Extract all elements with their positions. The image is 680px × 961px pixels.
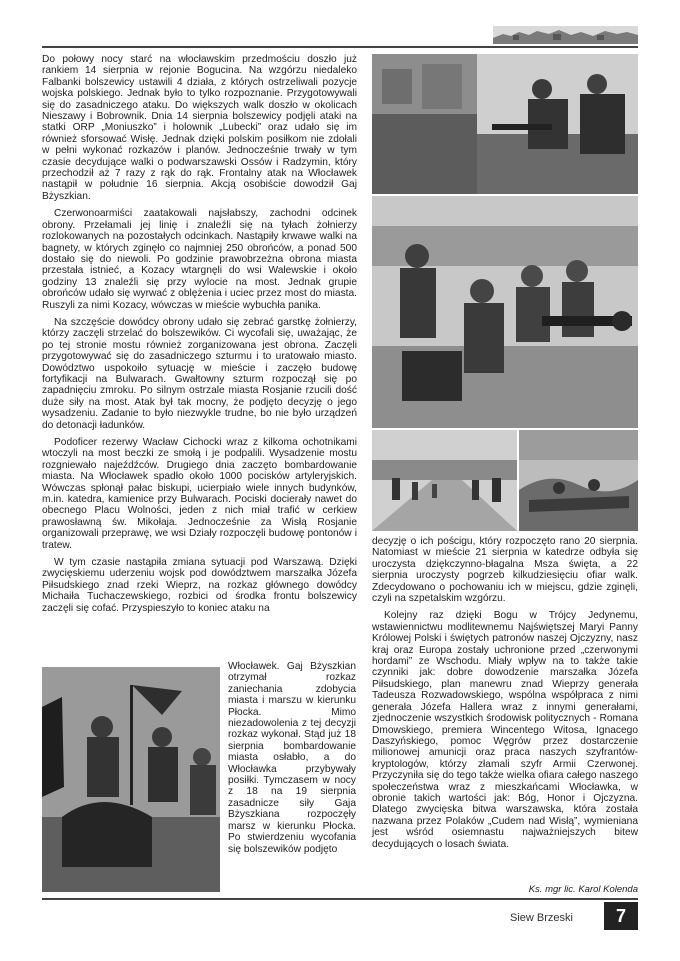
page-number: 7 bbox=[604, 902, 638, 930]
paragraph: Czerwonoarmiści zaatakowali najsłabszy, zachodni odcinek obrony. Przełamali jej linię i znaleźli się na tyłach żołnierzy rozlokowanych na pozostałych odcinkach. Nastąpiły krwawe walki na bagnety, w których zginęło co najmniej 250 obrońców, a ponad 500 dostało się do niewoli. Po godzinie prawobrzeżna obrona miasta przestała istnieć, a Kozacy wtargnęli do wsi Walewskie i około godziny 13 znaleźli się przy wylocie na most. Jednak grupie obrońców udało się wyrwać z oblężenia i uciec przez most do miasta. Ruszyli za nimi Kozacy, wówczas w mieście wybuchła panika. bbox=[42, 208, 357, 311]
paragraph: decyzję o ich pościgu, który rozpoczęto rano 20 sierpnia. Natomiast w mieście 21 sierpnia w katedrze odbyła się uroczysta dziękczynno-błagalna Msza święta, a 22 sierpnia uroczysty pogrzeb kilkudziesięciu ofiar walk. Zdecydowano o pochowaniu ich w miejscu, gdzie zginęli, czyli na szpetalskim wzgórzu. bbox=[372, 536, 638, 605]
paragraph: W tym czasie nastąpiła zmiana sytuacji pod Warszawą. Dzięki zwycięskiemu uderzeniu wojsk pod dowództwem marszałka Józefa Piłsudskiego znad rzeki Wieprz, na rozkaz głównego dowódcy Michaiła Tuchaczewskiego, rozbici od środka frontu bolszewicy zaczęli się cofać. Przyspieszyło to koniec ataku na bbox=[42, 557, 357, 614]
footer-rule bbox=[42, 898, 638, 900]
photo-wrap-column bbox=[228, 661, 356, 855]
troops-on-road-photo bbox=[372, 430, 517, 531]
cavalry-photo bbox=[42, 667, 220, 892]
paragraph: Włocławek. Gaj Bżyszkian otrzymał rozkaz zaniechania zdobycia miasta i marszu w kierunku Płocka. Mimo niezadowolenia z tej decyzji rozkaz wykonał. Stąd już 18 sierpnia bombardowanie miasta osłabło, a do Włocławka przybywały posiłki. Tymczasem w nocy z 18 na 19 sierpnia zasadnicze siły Gaja Bżyszkiana rozpoczęły marsz w kierunku Płocka. Po stwierdzeniu wycofania się bolszewików podjęto bbox=[228, 661, 356, 855]
article-author: Ks. mgr lic. Karol Kolenda bbox=[528, 884, 638, 895]
trench-photo bbox=[519, 430, 638, 531]
header-panorama-image bbox=[493, 26, 638, 44]
header-rule bbox=[42, 46, 638, 48]
left-column bbox=[42, 54, 357, 620]
military-parade-photo bbox=[372, 54, 638, 194]
paragraph: Na szczęście dowódcy obrony udało się zebrać garstkę żołnierzy, którzy zaczęli strzelać do bolszewików. Ci wycofali się, uważając, że po tej stronie mostu również zorganizowana jest obrona. Zaczęli przygotowywać się do zasadniczego szturmu i to uratowało miasto. Dowództwo uspokoiło sytuację w mieście i zaczęło budowę fortyfikacji na Bulwarach. Gwałtowny szturm rozpoczął się po zapadnięciu zmroku. Po silnym ostrzale miasta Rosjanie rzucili dość duże siły na most. Atak był tak mocny, że podjęto decyzję o jego wysadzeniu. Zadanie to było niezwykle trudne, bo nie było urządzeń do detonacji ładunków. bbox=[42, 316, 357, 431]
paragraph: Kolejny raz dzięki Bogu w Trójcy Jedynemu, wstawiennictwu modlitewnemu Najświętszej Maryi Panny Królowej Polski i świętych patronów naszej Ojczyzny, nasz kraj oraz Europa zostały uchronione przed „czerwonymi hordami” ze Wschodu. Miały wpływ na to także takie czynniki jak: dobre dowodzenie marszałka Józefa Piłsudskiego, plan manewru znad Wieprzy generała Tadeusza Rozwadowskiego, wspólna współpraca z nimi generała Józefa Hallera wraz z innymi generałami, zjednoczenie wszystkich środowisk politycznych - Romana Dmowskiego, premiera Wincentego Witosa, Ignacego Daszyńskiego, pomoc Węgrów przez dostarczenie milionowej amunicji oraz praca naszych szyfrantów-kryptologów, którzy złamali szyfr Armii Czerwonej. Przyczyniła się do tego także wielka ofiara całego naszego społeczeństwa wraz z mieszkańcami Włocławka, w obronie takich wartości jak: Bóg, Honor i Ojczyzna. Dlatego zwycięska bitwa warszawska, która została nazwana przez Polaków „Cudem nad Wisłą”, wymieniana jest wśród osiemnastu najważniejszych bitew decydujących o losach świata. bbox=[372, 610, 638, 850]
machine-gun-crew-photo bbox=[372, 196, 638, 428]
right-column bbox=[372, 536, 638, 856]
paragraph: Podoficer rezerwy Wacław Cichocki wraz z kilkoma ochotnikami wtoczyli na most beczki ze smołą i je podpalili. Wysadzenie mostu rozgniewało najeźdźców. Drugiego dnia zaczęto bombardowanie miasta. Na Włocławek spadło około 1000 pocisków artyleryjskich. Wówczas spłonął pałac biskupi, ucierpiało wiele innych budynków, m.in. katedra, kamienice przy Bulwarach. Pociski docierały nawet do obecnego Placu Wolności, jeden z nich miał trafić w cerkiew prawosławną św. Mikołaja. Jednocześnie za Wisłą Rosjanie organizowali przeprawę, we wsi Działy rozpoczęli budowę pontonów i tratew. bbox=[42, 437, 357, 551]
magazine-title: Siew Brzeski bbox=[510, 912, 573, 924]
paragraph: Do połowy nocy starć na włocławskim przedmościu doszło już rankiem 14 sierpnia w rejonie Bogucina. Na wzgórzu niedaleko Falbanki bolszewicy ustawili 4 działa, z których ostrzeliwali pozycje wojska polskiego. Jednak było to tylko rozpoznanie. Przygotowywali się do zasadniczego ataku. Do większych walk doszło w okolicach Nieszawy i Bobrownik. Dnia 14 sierpnia bolszewicy podjęli ataki na statki ORP „Moniuszko” i holownik „Lubecki” oraz udało się im również sforsować Wisłę. Jednak dzięki polskim posiłkom nie zdołali w pełni wykonać rozkazów i planów. Jednocześnie trwały w tym czasie decydujące walki o podwarszawski Ossów i Radzymin, który przechodził aż 7 razy z rąk do rąk. Frontalny atak na Włocławek nastąpił w południe 16 sierpnia. Akcją osobiście dowodził Gaj Bżyszkian. bbox=[42, 54, 357, 202]
